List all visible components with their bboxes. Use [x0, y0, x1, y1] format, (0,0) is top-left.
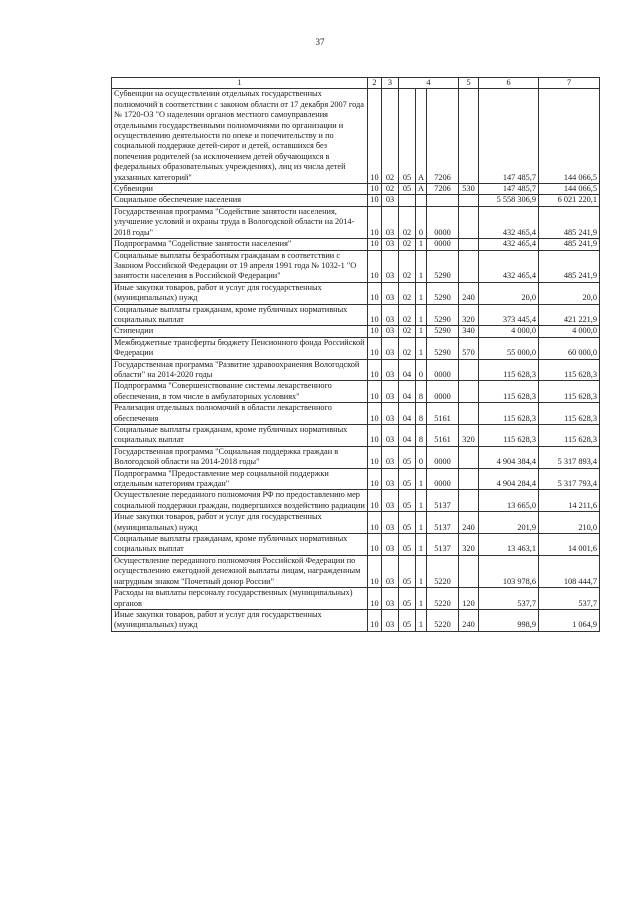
- amount-year1-cell: 432 465,4: [479, 206, 539, 238]
- section-code-cell: 10: [368, 425, 382, 447]
- section-code-cell: 10: [368, 403, 382, 425]
- expense-type-cell: [459, 195, 479, 206]
- section-code-cell: 10: [368, 195, 382, 206]
- subprogram-code-cell: 1: [416, 337, 427, 359]
- subprogram-code-cell: 1: [416, 468, 427, 490]
- subsection-code-cell: 03: [382, 609, 399, 631]
- amount-year2-cell: 115 628,3: [539, 381, 600, 403]
- direction-code-cell: 5137: [427, 512, 459, 534]
- section-code-cell: 10: [368, 609, 382, 631]
- row-name-cell: Иные закупки товаров, работ и услуг для государственных (муниципальных) нужд: [112, 512, 368, 534]
- program-code-cell: 05: [399, 534, 416, 556]
- expense-type-cell: 240: [459, 609, 479, 631]
- table-row: [112, 534, 600, 556]
- program-code-cell: 02: [399, 282, 416, 304]
- table-row: [112, 381, 600, 403]
- section-code-cell: 10: [368, 512, 382, 534]
- program-code-cell: 05: [399, 588, 416, 610]
- amount-year2-cell: 537,7: [539, 588, 600, 610]
- program-code-cell: 05: [399, 89, 416, 184]
- expense-type-cell: [459, 555, 479, 587]
- subsection-code-cell: 03: [382, 359, 399, 381]
- amount-year2-cell: 14 001,6: [539, 534, 600, 556]
- direction-code-cell: 5137: [427, 534, 459, 556]
- amount-year2-cell: 144 066,5: [539, 184, 600, 195]
- table-row: [112, 555, 600, 587]
- subprogram-code-cell: 1: [416, 609, 427, 631]
- row-name-cell: Реализация отдельных полномочий в области лекарственного обеспечения: [112, 403, 368, 425]
- section-code-cell: 10: [368, 250, 382, 282]
- expense-type-cell: [459, 250, 479, 282]
- program-code-cell: 05: [399, 555, 416, 587]
- expense-type-cell: [459, 403, 479, 425]
- subprogram-code-cell: 1: [416, 282, 427, 304]
- program-code-cell: 04: [399, 403, 416, 425]
- amount-year2-cell: 1 064,9: [539, 609, 600, 631]
- subsection-code-cell: 03: [382, 468, 399, 490]
- subsection-code-cell: 02: [382, 184, 399, 195]
- table-row: [112, 425, 600, 447]
- amount-year1-cell: 20,0: [479, 282, 539, 304]
- direction-code-cell: 0000: [427, 381, 459, 403]
- direction-code-cell: 5220: [427, 588, 459, 610]
- table-row: [112, 89, 600, 184]
- subsection-code-cell: 03: [382, 239, 399, 250]
- program-code-cell: 05: [399, 446, 416, 468]
- subsection-code-cell: 03: [382, 512, 399, 534]
- direction-code-cell: 5290: [427, 304, 459, 326]
- section-code-cell: 10: [368, 326, 382, 337]
- program-code-cell: 02: [399, 250, 416, 282]
- direction-code-cell: 5161: [427, 403, 459, 425]
- row-name-cell: Субвенции: [112, 184, 368, 195]
- subprogram-code-cell: 1: [416, 512, 427, 534]
- amount-year2-cell: 115 628,3: [539, 359, 600, 381]
- amount-year1-cell: 373 445,4: [479, 304, 539, 326]
- subprogram-code-cell: 1: [416, 534, 427, 556]
- direction-code-cell: 7206: [427, 89, 459, 184]
- amount-year2-cell: 20,0: [539, 282, 600, 304]
- amount-year1-cell: 4 904 384,4: [479, 446, 539, 468]
- section-code-cell: 10: [368, 468, 382, 490]
- table-row: [112, 282, 600, 304]
- subprogram-code-cell: 0: [416, 359, 427, 381]
- subsection-code-cell: 03: [382, 250, 399, 282]
- section-code-cell: 10: [368, 446, 382, 468]
- direction-code-cell: 0000: [427, 239, 459, 250]
- table-row: [112, 588, 600, 610]
- table-row: [112, 359, 600, 381]
- subsection-code-cell: 03: [382, 534, 399, 556]
- direction-code-cell: 0000: [427, 468, 459, 490]
- section-code-cell: 10: [368, 534, 382, 556]
- section-code-cell: 10: [368, 304, 382, 326]
- table-row: [112, 446, 600, 468]
- row-name-cell: Расходы на выплаты персоналу государственных (муниципальных) органов: [112, 588, 368, 610]
- subsection-code-cell: 03: [382, 588, 399, 610]
- direction-code-cell: 5290: [427, 282, 459, 304]
- section-code-cell: 10: [368, 239, 382, 250]
- row-name-cell: Межбюджетные трансферты бюджету Пенсионного фонда Российской Федерации: [112, 337, 368, 359]
- subprogram-code-cell: 1: [416, 588, 427, 610]
- amount-year2-cell: 485 241,9: [539, 239, 600, 250]
- table-row: [112, 468, 600, 490]
- row-name-cell: Иные закупки товаров, работ и услуг для государственных (муниципальных) нужд: [112, 609, 368, 631]
- row-name-cell: Стипендии: [112, 326, 368, 337]
- table-row: [112, 609, 600, 631]
- amount-year1-cell: 4 000,0: [479, 326, 539, 337]
- table-row: [112, 512, 600, 534]
- amount-year2-cell: 210,0: [539, 512, 600, 534]
- table-row: [112, 206, 600, 238]
- subprogram-code-cell: 1: [416, 490, 427, 512]
- subprogram-code-cell: [416, 195, 427, 206]
- subprogram-code-cell: 1: [416, 250, 427, 282]
- amount-year2-cell: 5 317 893,4: [539, 446, 600, 468]
- expense-type-cell: [459, 468, 479, 490]
- subsection-code-cell: 03: [382, 381, 399, 403]
- table-row: [112, 184, 600, 195]
- subprogram-code-cell: 1: [416, 239, 427, 250]
- program-code-cell: 05: [399, 609, 416, 631]
- program-code-cell: 02: [399, 337, 416, 359]
- subsection-code-cell: 03: [382, 403, 399, 425]
- direction-code-cell: 5137: [427, 490, 459, 512]
- expense-type-cell: [459, 206, 479, 238]
- expense-type-cell: 340: [459, 326, 479, 337]
- expense-type-cell: 240: [459, 512, 479, 534]
- amount-year1-cell: 115 628,3: [479, 359, 539, 381]
- row-name-cell: Осуществление переданного полномочия РФ по предоставлению мер социальной поддержки граждан, подвергшихся воздействию радиации: [112, 490, 368, 512]
- subsection-code-cell: 03: [382, 206, 399, 238]
- amount-year2-cell: 485 241,9: [539, 250, 600, 282]
- program-code-cell: 05: [399, 468, 416, 490]
- col-header-name: 1: [112, 78, 368, 89]
- direction-code-cell: 0000: [427, 446, 459, 468]
- table-row: [112, 490, 600, 512]
- amount-year2-cell: 4 000,0: [539, 326, 600, 337]
- program-code-cell: 05: [399, 512, 416, 534]
- table-row: [112, 239, 600, 250]
- direction-code-cell: 5220: [427, 609, 459, 631]
- expense-type-cell: 320: [459, 534, 479, 556]
- row-name-cell: Социальные выплаты гражданам, кроме публичных нормативных социальных выплат: [112, 425, 368, 447]
- amount-year1-cell: 115 628,3: [479, 403, 539, 425]
- subsection-code-cell: 03: [382, 337, 399, 359]
- section-code-cell: 10: [368, 588, 382, 610]
- section-code-cell: 10: [368, 381, 382, 403]
- amount-year1-cell: 432 465,4: [479, 250, 539, 282]
- col-header-expense-type: 5: [459, 78, 479, 89]
- row-name-cell: Подпрограмма "Содействие занятости населения": [112, 239, 368, 250]
- section-code-cell: 10: [368, 555, 382, 587]
- subsection-code-cell: 03: [382, 195, 399, 206]
- col-header-target-article: 4: [399, 78, 459, 89]
- subsection-code-cell: 03: [382, 555, 399, 587]
- program-code-cell: 04: [399, 359, 416, 381]
- direction-code-cell: [427, 195, 459, 206]
- amount-year2-cell: 6 021 220,1: [539, 195, 600, 206]
- subprogram-code-cell: 0: [416, 446, 427, 468]
- table-row: [112, 304, 600, 326]
- subprogram-code-cell: 1: [416, 326, 427, 337]
- budget-table: [111, 77, 600, 632]
- program-code-cell: 02: [399, 239, 416, 250]
- table-body: [112, 89, 600, 631]
- subsection-code-cell: 02: [382, 89, 399, 184]
- row-name-cell: Подпрограмма "Предоставление мер социальной поддержки отдельным категориям граждан": [112, 468, 368, 490]
- row-name-cell: Социальные выплаты безработным гражданам в соответствии с Законом Российской Федерации от 19 апреля 1991 года № 1032-1 "О занятости населения в Российской Федерации": [112, 250, 368, 282]
- program-code-cell: 05: [399, 490, 416, 512]
- subprogram-code-cell: 8: [416, 403, 427, 425]
- amount-year2-cell: 485 241,9: [539, 206, 600, 238]
- amount-year1-cell: 4 904 284,4: [479, 468, 539, 490]
- amount-year2-cell: 115 628,3: [539, 403, 600, 425]
- amount-year1-cell: 537,7: [479, 588, 539, 610]
- subsection-code-cell: 03: [382, 326, 399, 337]
- direction-code-cell: 5290: [427, 337, 459, 359]
- col-header-section: 2: [368, 78, 382, 89]
- amount-year1-cell: 13 463,1: [479, 534, 539, 556]
- expense-type-cell: [459, 239, 479, 250]
- program-code-cell: 02: [399, 206, 416, 238]
- row-name-cell: Иные закупки товаров, работ и услуг для государственных (муниципальных) нужд: [112, 282, 368, 304]
- row-name-cell: Социальное обеспечение населения: [112, 195, 368, 206]
- section-code-cell: 10: [368, 89, 382, 184]
- amount-year1-cell: 55 000,0: [479, 337, 539, 359]
- amount-year1-cell: 147 485,7: [479, 184, 539, 195]
- expense-type-cell: [459, 381, 479, 403]
- section-code-cell: 10: [368, 184, 382, 195]
- amount-year1-cell: 115 628,3: [479, 381, 539, 403]
- row-name-cell: Осуществление переданного полномочия Российской Федерации по осуществлению ежегодной денежной выплаты лицам, награжденным нагрудным знаком "Почетный донор России": [112, 555, 368, 587]
- amount-year2-cell: 14 211,6: [539, 490, 600, 512]
- amount-year2-cell: 60 000,0: [539, 337, 600, 359]
- program-code-cell: 04: [399, 425, 416, 447]
- program-code-cell: 02: [399, 326, 416, 337]
- program-code-cell: [399, 195, 416, 206]
- direction-code-cell: 0000: [427, 359, 459, 381]
- row-name-cell: Подпрограмма "Совершенствование системы лекарственного обеспечения, в том числе в амбулаторных условиях": [112, 381, 368, 403]
- subprogram-code-cell: 8: [416, 381, 427, 403]
- section-code-cell: 10: [368, 282, 382, 304]
- col-header-amount-year1: 6: [479, 78, 539, 89]
- subsection-code-cell: 03: [382, 490, 399, 512]
- expense-type-cell: 320: [459, 304, 479, 326]
- amount-year1-cell: 998,9: [479, 609, 539, 631]
- subprogram-code-cell: 1: [416, 555, 427, 587]
- amount-year2-cell: 108 444,7: [539, 555, 600, 587]
- table-row: [112, 337, 600, 359]
- subprogram-code-cell: 8: [416, 425, 427, 447]
- amount-year1-cell: 115 628,3: [479, 425, 539, 447]
- col-header-amount-year2: 7: [539, 78, 600, 89]
- section-code-cell: 10: [368, 206, 382, 238]
- expense-type-cell: 120: [459, 588, 479, 610]
- row-name-cell: Социальные выплаты гражданам, кроме публичных нормативных социальных выплат: [112, 534, 368, 556]
- program-code-cell: 05: [399, 184, 416, 195]
- expense-type-cell: [459, 446, 479, 468]
- expense-type-cell: [459, 89, 479, 184]
- section-code-cell: 10: [368, 490, 382, 512]
- header-row: [112, 78, 600, 89]
- subprogram-code-cell: A: [416, 89, 427, 184]
- subsection-code-cell: 03: [382, 282, 399, 304]
- program-code-cell: 04: [399, 381, 416, 403]
- col-header-subsection: 3: [382, 78, 399, 89]
- table-row: [112, 195, 600, 206]
- direction-code-cell: 0000: [427, 206, 459, 238]
- expense-type-cell: 320: [459, 425, 479, 447]
- amount-year1-cell: 201,9: [479, 512, 539, 534]
- page-number: 37: [315, 37, 325, 47]
- amount-year1-cell: 5 558 306,9: [479, 195, 539, 206]
- row-name-cell: Государственная программа "Социальная поддержка граждан в Вологодской области на 2014-2018 годы": [112, 446, 368, 468]
- subsection-code-cell: 03: [382, 446, 399, 468]
- expense-type-cell: 530: [459, 184, 479, 195]
- direction-code-cell: 5220: [427, 555, 459, 587]
- direction-code-cell: 5290: [427, 326, 459, 337]
- subprogram-code-cell: 0: [416, 206, 427, 238]
- direction-code-cell: 7206: [427, 184, 459, 195]
- subsection-code-cell: 03: [382, 425, 399, 447]
- row-name-cell: Социальные выплаты гражданам, кроме публичных нормативных социальных выплат: [112, 304, 368, 326]
- amount-year2-cell: 5 317 793,4: [539, 468, 600, 490]
- amount-year2-cell: 144 066,5: [539, 89, 600, 184]
- subsection-code-cell: 03: [382, 304, 399, 326]
- table-row: [112, 403, 600, 425]
- subprogram-code-cell: 1: [416, 304, 427, 326]
- direction-code-cell: 5290: [427, 250, 459, 282]
- program-code-cell: 02: [399, 304, 416, 326]
- amount-year2-cell: 421 221,9: [539, 304, 600, 326]
- section-code-cell: 10: [368, 337, 382, 359]
- section-code-cell: 10: [368, 359, 382, 381]
- direction-code-cell: 5161: [427, 425, 459, 447]
- amount-year1-cell: 13 665,0: [479, 490, 539, 512]
- row-name-cell: Субвенции на осуществлении отдельных государственных полномочий в соответствии с законом области от 17 декабря 2007 года № 1720-ОЗ "О наделении органов местного самоуправления отдельными государственными полномочиями по организации и осуществлению деятельности по опеке и попечительству и по социальной поддержке детей-сирот и детей, оставшихся без попечения родителей (за исключением детей обучающихся в федеральных образовательных учреждениях), лиц из числа детей указанных категорий": [112, 89, 368, 184]
- expense-type-cell: [459, 490, 479, 512]
- expense-type-cell: 570: [459, 337, 479, 359]
- table-row: [112, 326, 600, 337]
- amount-year1-cell: 432 465,4: [479, 239, 539, 250]
- subprogram-code-cell: A: [416, 184, 427, 195]
- amount-year2-cell: 115 628,3: [539, 425, 600, 447]
- row-name-cell: Государственная программа "Содействие занятости населения, улучшение условий и охраны труда в Вологодской области на 2014-2018 годы": [112, 206, 368, 238]
- expense-type-cell: 240: [459, 282, 479, 304]
- expense-type-cell: [459, 359, 479, 381]
- amount-year1-cell: 103 978,6: [479, 555, 539, 587]
- table-row: [112, 250, 600, 282]
- amount-year1-cell: 147 485,7: [479, 89, 539, 184]
- row-name-cell: Государственная программа "Развитие здравоохранения Вологодской области" на 2014-2020 годы: [112, 359, 368, 381]
